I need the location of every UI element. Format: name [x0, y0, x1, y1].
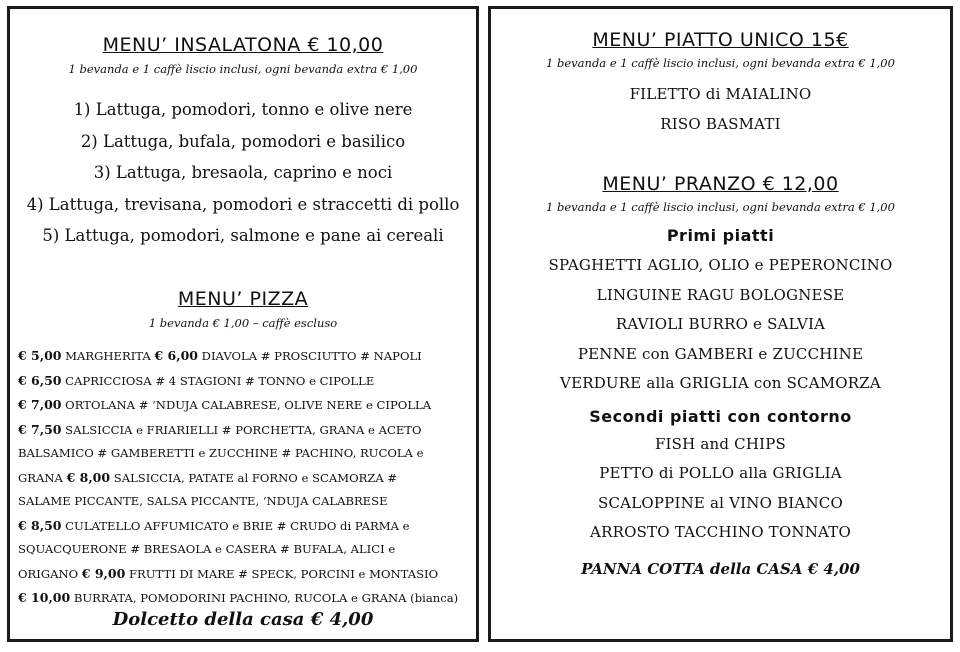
secondi-item: SCALOPPINE al VINO BIANCO — [598, 493, 843, 512]
pizza-text: MARGHERITA — [61, 349, 155, 363]
pizza-section — [10, 288, 476, 611]
pranzo-section — [491, 173, 950, 578]
pizza-line — [18, 514, 476, 539]
pizza-line — [18, 586, 476, 611]
piatto-unico-title: MENU’ PIATTO UNICO 15€ — [592, 29, 849, 51]
pizza-text: SALAME PICCANTE, SALSA PICCANTE, ‘NDUJA CALABRESE — [18, 494, 388, 508]
insalatona-item: 2) Lattuga, bufala, pomodori e basilico — [80, 131, 406, 151]
insalatona-item: 5) Lattuga, pomodori, salmone e pane ai cereali — [42, 226, 444, 245]
piatto-unico-item: RISO BASMATI — [660, 114, 781, 133]
primi-heading: Primi piatti — [666, 226, 775, 245]
secondi-item: PETTO di POLLO alla GRIGLIA — [599, 464, 842, 482]
pizza-line — [18, 344, 476, 369]
pizza-text: DIAVOLA # PROSCIUTTO # NAPOLI — [197, 349, 422, 363]
pizza-text: ORTOLANA # ‘NDUJA CALABRESE, OLIVE NERE e CIPOLLA — [61, 398, 432, 412]
pizza-line — [18, 442, 476, 466]
pizza-text: BURRATA, POMODORINI PACHINO, RUCOLA e GRANA (bianca) — [70, 591, 459, 605]
pizza-price: € 8,50 — [18, 517, 62, 533]
pizza-line — [18, 369, 476, 394]
pizza-line — [18, 466, 476, 491]
pizza-price: € 5,00 — [18, 348, 62, 363]
piatto-unico-section — [491, 29, 950, 139]
pizza-text: SQUACQUERONE # BRESAOLA e CASERA # BUFALA, ALICI e — [18, 542, 396, 556]
pizza-text: CAPRICCIOSA # 4 STAGIONI # TONNO e CIPOLLE — [61, 373, 375, 388]
pizza-text: FRUTTI DI MARE # SPECK, PORCINI e MONTASIO — [125, 566, 439, 581]
secondi-heading: Secondi piatti con contorno — [589, 406, 852, 426]
pizza-text: SALSICCIA, PATATE al FORNO e SCAMORZA # — [110, 470, 398, 485]
pizza-line — [18, 393, 476, 418]
insalatona-section — [10, 34, 476, 252]
insalatona-item: 1) Lattuga, pomodori, tonno e olive nere — [73, 100, 413, 119]
secondi-item: FISH and CHIPS — [654, 434, 787, 453]
insalatona-subtitle: 1 bevanda e 1 caffè liscio inclusi, ogni bevanda extra € 1,00 — [68, 62, 418, 76]
primi-item: VERDURE alla GRIGLIA con SCAMORZA — [560, 374, 881, 392]
pizza-price: € 8,00 — [66, 469, 111, 485]
pranzo-title: MENU’ PRANZO € 12,00 — [602, 173, 839, 195]
pizza-text: BALSAMICO # GAMBERETTI e ZUCCHINE # PACHINO, RUCOLA e — [18, 446, 424, 460]
pizza-price: € 7,50 — [18, 421, 62, 437]
pizza-price: € 6,50 — [18, 372, 62, 388]
pizza-subtitle: 1 bevanda € 1,00 – caffè escluso — [148, 316, 338, 330]
pranzo-subtitle: 1 bevanda e 1 caffè liscio inclusi, ogni bevanda extra € 1,00 — [546, 200, 895, 214]
primi-item: RAVIOLI BURRO e SALVIA — [615, 315, 826, 333]
pizza-text: SALSICCIA e FRIARIELLI # PORCHETTA, GRANA e ACETO — [61, 422, 422, 437]
pizza-line — [18, 418, 476, 443]
piatto-unico-item: FILETTO di MAIALINO — [629, 85, 812, 103]
insalatona-title: MENU’ INSALATONA € 10,00 — [102, 34, 384, 56]
pizza-price: € 7,00 — [18, 397, 62, 412]
pizza-line — [18, 538, 476, 562]
pizza-price: € 10,00 — [18, 590, 71, 605]
primi-item: PENNE con GAMBERI e ZUCCHINE — [577, 344, 864, 363]
right-menu-panel — [488, 6, 953, 642]
insalatona-item: 3) Lattuga, bresaola, caprino e noci — [93, 163, 393, 182]
dolcetto-line: Dolcetto della casa € 4,00 — [112, 609, 374, 630]
pizza-line — [18, 490, 476, 514]
secondi-item: ARROSTO TACCHINO TONNATO — [590, 523, 851, 541]
insalatona-item: 4) Lattuga, trevisana, pomodori e straccetti di pollo — [26, 194, 460, 214]
pizza-text: GRANA — [18, 470, 67, 485]
pizza-text: ORIGANO — [18, 566, 82, 581]
primi-item: LINGUINE RAGU BOLOGNESE — [596, 285, 845, 304]
left-menu-panel — [7, 6, 479, 642]
piatto-unico-subtitle: 1 bevanda e 1 caffè liscio inclusi, ogni bevanda extra € 1,00 — [546, 56, 895, 70]
pizza-text: CULATELLO AFFUMICATO e BRIE # CRUDO di PARMA e — [61, 518, 410, 533]
primi-item: SPAGHETTI AGLIO, OLIO e PEPERONCINO — [548, 256, 893, 274]
pizza-price: € 9,00 — [81, 565, 126, 581]
pizza-price: € 6,00 — [154, 348, 198, 363]
pizza-title: MENU’ PIZZA — [177, 288, 309, 310]
pizza-line — [18, 562, 476, 587]
panna-cotta-line: PANNA COTTA della CASA € 4,00 — [581, 559, 860, 578]
